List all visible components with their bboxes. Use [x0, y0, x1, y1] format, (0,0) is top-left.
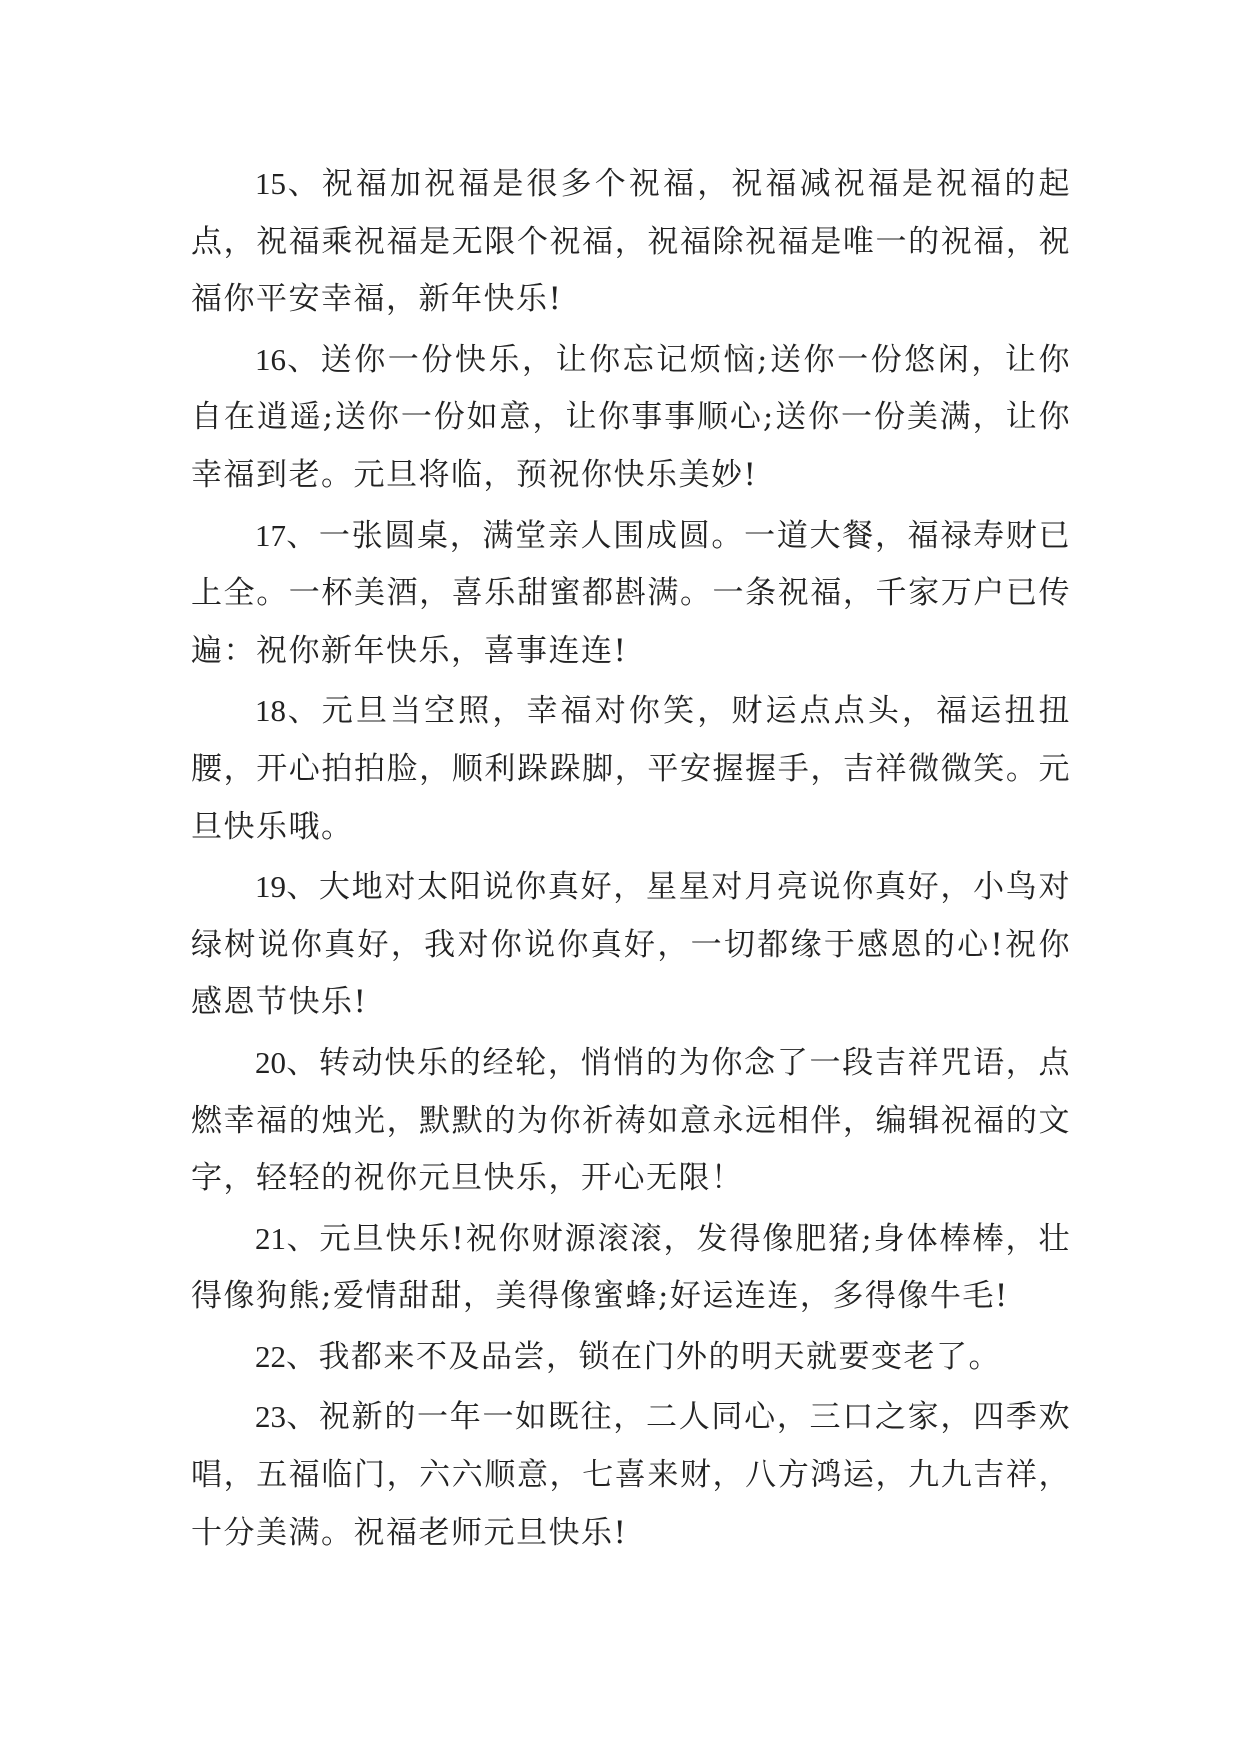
paragraph-23 [191, 1388, 1071, 1562]
paragraph-number: 23 [255, 1399, 286, 1435]
document-body [191, 155, 1071, 1564]
paragraph-text: 、一张圆桌，满堂亲人围成圆。一道大餐，福禄寿财已上全。一杯美酒，喜乐甜蜜都斟满。一条祝福，千家万户已传遍：祝你新年快乐，喜事连连! [191, 517, 1071, 669]
paragraph-text: 、祝福加祝福是很多个祝福，祝福减祝福是祝福的起点，祝福乘祝福是无限个祝福，祝福除祝福是唯一的祝福，祝福你平安幸福，新年快乐! [191, 166, 1071, 318]
paragraph-number: 21 [255, 1220, 286, 1256]
paragraph-text: 、我都来不及品尝，锁在门外的明天就要变老了。 [286, 1338, 1001, 1375]
paragraph-15 [191, 155, 1071, 329]
paragraph-number: 16 [255, 341, 286, 377]
paragraph-number: 15 [255, 166, 286, 201]
paragraph-number: 19 [255, 869, 286, 905]
paragraph-number: 20 [255, 1044, 286, 1080]
paragraph-number: 22 [255, 1338, 286, 1374]
paragraph-19 [191, 858, 1071, 1032]
paragraph-16 [191, 331, 1071, 505]
paragraph-text: 、转动快乐的经轮，悄悄的为你念了一段吉祥咒语，点燃幸福的烛光，默默的为你祈祷如意永远相伴，编辑祝福的文字，轻轻的祝你元旦快乐，开心无限！ [191, 1044, 1071, 1197]
paragraph-20 [191, 1034, 1071, 1208]
paragraph-text: 、送你一份快乐，让你忘记烦恼;送你一份悠闲，让你自在逍遥;送你一份如意，让你事事顺心;送你一份美满，让你幸福到老。元旦将临，预祝你快乐美妙! [191, 341, 1071, 493]
paragraph-text: 、大地对太阳说你真好，星星对月亮说你真好，小鸟对绿树说你真好，我对你说你真好，一切都缘于感恩的心!祝你感恩节快乐! [191, 869, 1071, 1021]
paragraph-22 [191, 1328, 1071, 1387]
paragraph-text: 、元旦快乐!祝你财源滚滚，发得像肥猪;身体棒棒，壮得像狗熊;爱情甜甜，美得像蜜蜂;好运连连，多得像牛毛! [191, 1220, 1071, 1315]
paragraph-number: 18 [255, 693, 286, 729]
paragraph-text: 、元旦当空照，幸福对你笑，财运点点头，福运扭扭腰，开心拍拍脸，顺利跺跺脚，平安握握手，吉祥微微笑。元旦快乐哦。 [191, 693, 1071, 845]
paragraph-18 [191, 682, 1071, 856]
paragraph-number: 17 [255, 517, 286, 553]
paragraph-21 [191, 1210, 1071, 1326]
paragraph-text: 、祝新的一年一如既往，二人同心，三口之家，四季欢唱，五福临门，六六顺意，七喜来财，八方鸿运，九九吉祥，十分美满。祝福老师元旦快乐! [191, 1399, 1071, 1551]
paragraph-17 [191, 507, 1071, 681]
